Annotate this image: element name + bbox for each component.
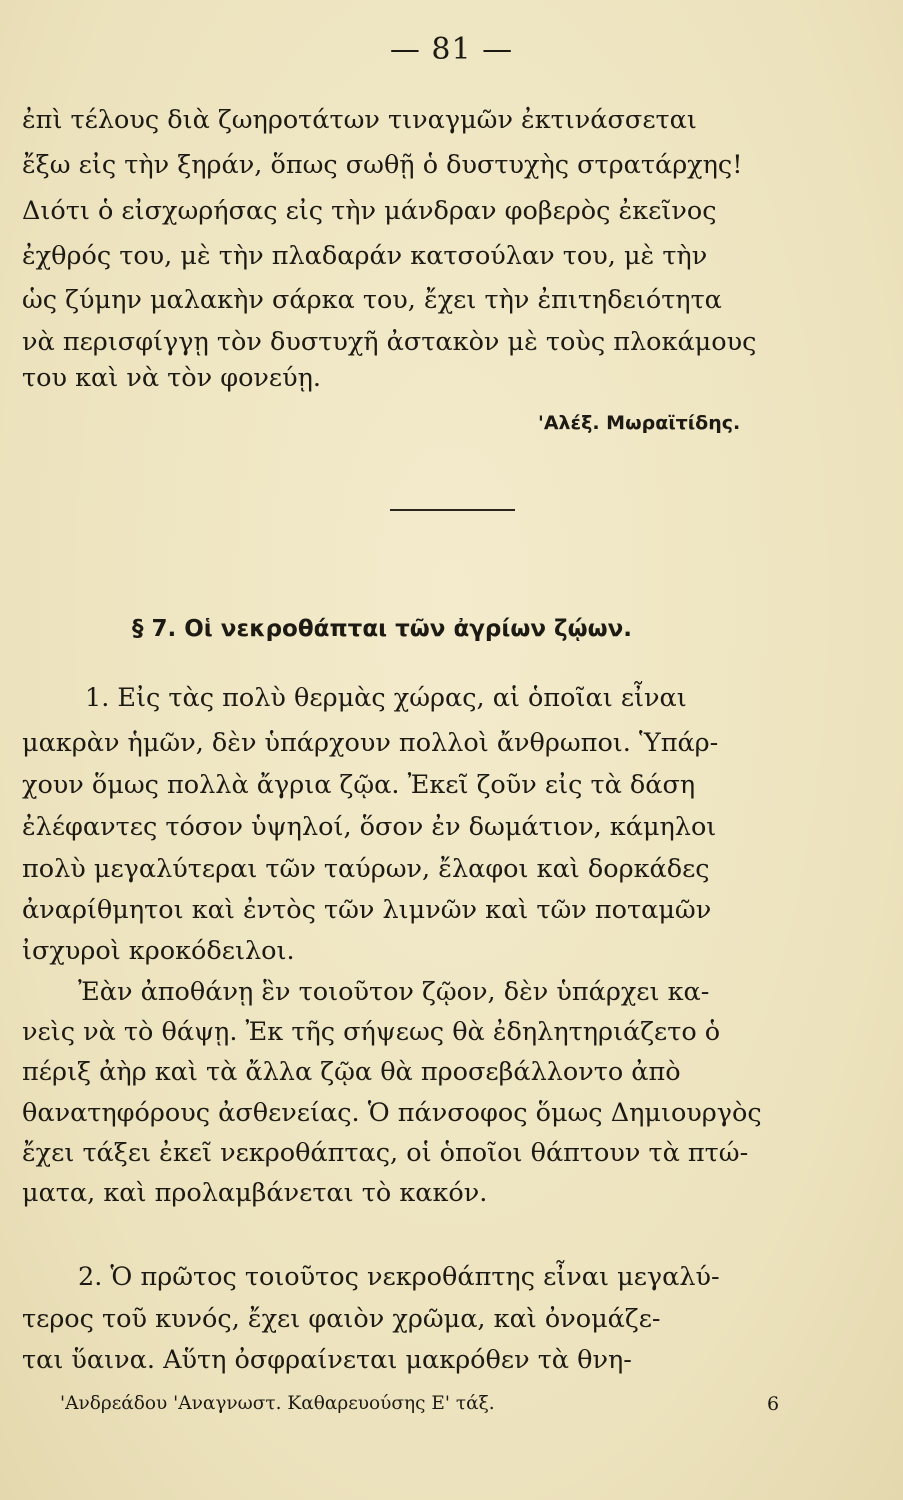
author-signature: 'Αλέξ. Μωραϊτίδης. — [538, 412, 741, 434]
section-heading: § 7. Οἱ νεκροθάπται τῶν ἀγρίων ζῴων. — [132, 616, 632, 642]
paragraph-line: μακρὰν ἡμῶν, δὲν ὑπάρχουν πολλοὶ ἄνθρωποι. Ὑπάρ- — [22, 728, 719, 758]
paragraph-line: ἰσχυροὶ κροκόδειλοι. — [22, 936, 295, 966]
paragraph-line: 2. Ὁ πρῶτος τοιοῦτος νεκροθάπτης εἶναι μεγαλύ- — [78, 1262, 720, 1292]
section-divider — [390, 509, 515, 511]
text-line: ἔξω εἰς τὴν ξηράν, ὅπως σωθῇ ὁ δυστυχὴς στρατάρχης! — [22, 150, 743, 180]
text-line: ἐχθρός του, μὲ τὴν πλαδαράν κατσούλαν του, μὲ τὴν — [22, 241, 708, 271]
footer-signature-mark: 6 — [767, 1393, 780, 1415]
paragraph-line: ἔχει τάξει ἐκεῖ νεκροθάπτας, οἱ ὁποῖοι θάπτουν τὰ πτώ- — [22, 1138, 749, 1168]
paragraph-line: Ἐὰν ἀποθάνῃ ἓν τοιοῦτον ζῷον, δὲν ὑπάρχει κα- — [78, 977, 710, 1007]
page-number: — 81 — — [389, 32, 514, 67]
paragraph-line: νεὶς νὰ τὸ θάψῃ. Ἐκ τῆς σήψεως θὰ ἐδηλητηριάζετο ὁ — [22, 1017, 721, 1047]
text-line: ἐπὶ τέλους διὰ ζωηροτάτων τιναγμῶν ἐκτινάσσεται — [22, 105, 697, 135]
text-line: του καὶ νὰ τὸν φονεύῃ. — [22, 363, 322, 393]
paragraph-line: ματα, καὶ προλαμβάνεται τὸ κακόν. — [22, 1178, 488, 1208]
text-line: ὡς ζύμην μαλακὴν σάρκα του, ἔχει τὴν ἐπιτηδειότητα — [22, 285, 722, 315]
paragraph-line: πολὺ μεγαλύτεραι τῶν ταύρων, ἔλαφοι καὶ δορκάδες — [22, 854, 710, 884]
paragraph-line: ἐλέφαντες τόσον ὑψηλοί, ὅσον ἐν δωμάτιον, κάμηλοι — [22, 812, 717, 842]
paragraph-line: ἀναρίθμητοι καὶ ἐντὸς τῶν λιμνῶν καὶ τῶν ποταμῶν — [22, 895, 712, 925]
paragraph-line: τερος τοῦ κυνός, ἔχει φαιὸν χρῶμα, καὶ ὀνομάζε- — [22, 1304, 661, 1334]
text-line: Διότι ὁ εἰσχωρήσας εἰς τὴν μάνδραν φοβερὸς ἐκεῖνος — [22, 196, 717, 226]
paragraph-line: 1. Εἰς τὰς πολὺ θερμὰς χώρας, αἱ ὁποῖαι εἶναι — [85, 683, 687, 713]
paragraph-line: πέριξ ἀὴρ καὶ τὰ ἄλλα ζῷα θὰ προσεβάλλοντο ἀπὸ — [22, 1057, 681, 1087]
paragraph-line: χουν ὅμως πολλὰ ἄγρια ζῷα. Ἐκεῖ ζοῦν εἰς τὰ δάση — [22, 770, 696, 800]
paragraph-line: θανατηφόρους ἀσθενείας. Ὁ πάνσοφος ὅμως Δημιουργὸς — [22, 1098, 762, 1128]
footer-book-title: 'Ανδρεάδου 'Αναγνωστ. Καθαρευούσης Ε' τάξ. — [60, 1393, 495, 1414]
paragraph-line: ται ὕαινα. Αὕτη ὀσφραίνεται μακρόθεν τὰ θνη- — [22, 1345, 632, 1375]
text-line: νὰ περισφίγγῃ τὸν δυστυχῆ ἀστακὸν μὲ τοὺς πλοκάμους — [22, 327, 757, 357]
